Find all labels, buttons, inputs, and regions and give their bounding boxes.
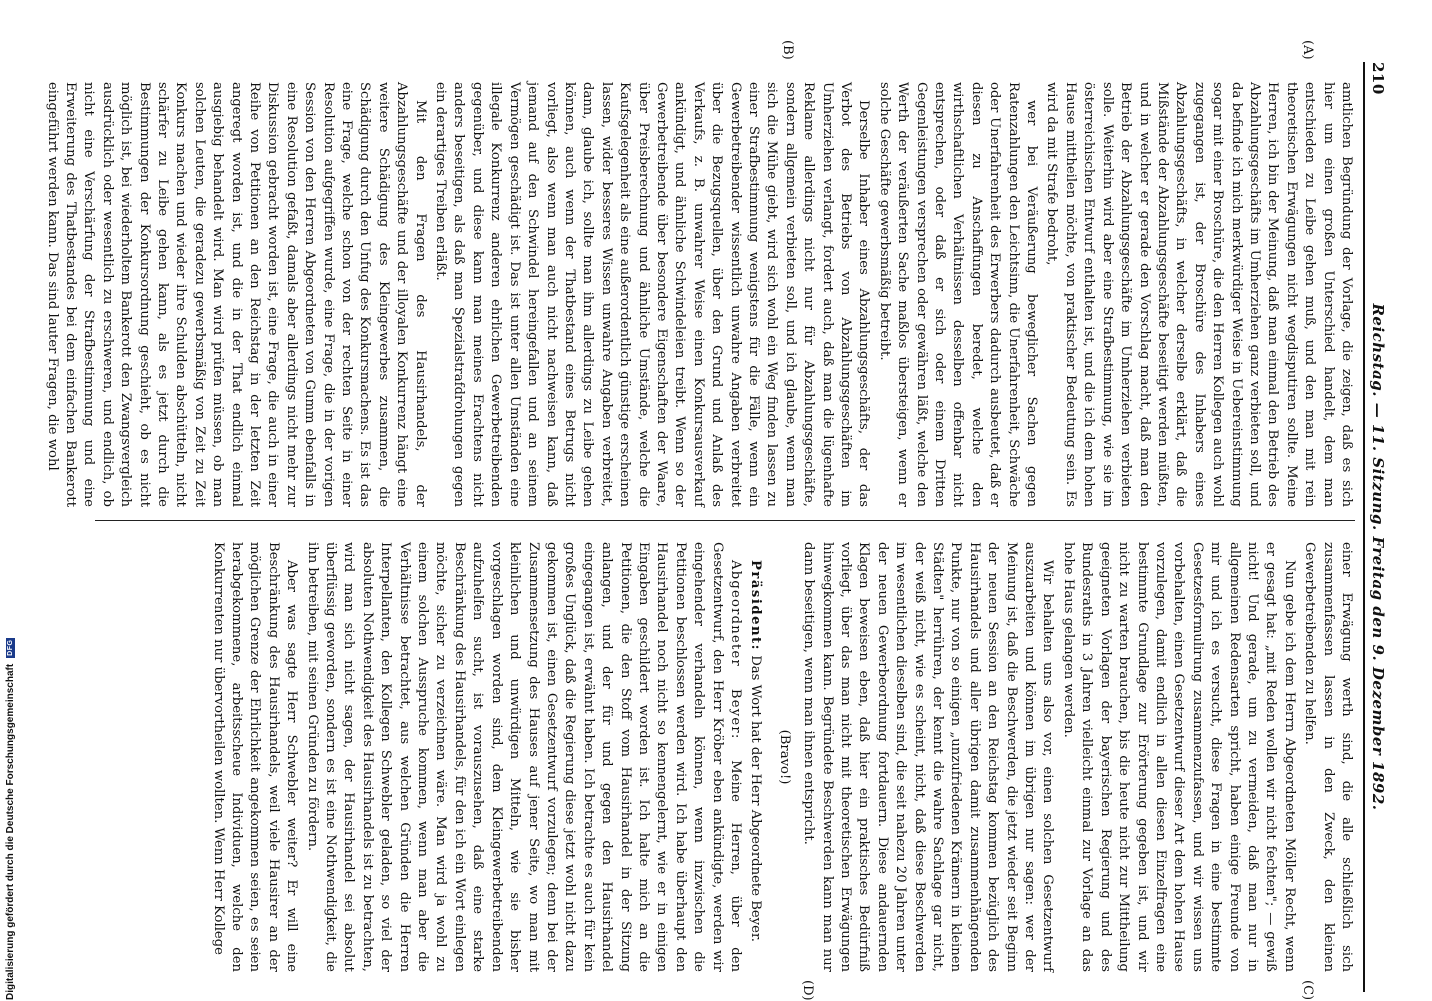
quoted-statute: wer bei Veräußerung beweglicher Sachen gegen Ratenzahlungen den Leichtsinn, die Unerfahrenheit, Schwäche oder Unerfahrenheit des Erwerbers dadurch ausbeutet, daß er diesen zu Anschaffungen beredet, welche den wirthschaftlichen Verhältnissen desselben offenbar nicht entsprechen, oder daß er sich oder einem Dritten Gegenleistungen versprechen oder gewähren läßt, welche den Werth der veräußerten Sache maßlos übersteigen, wenn er solche Geschäfte gewerbsmäßig betreibt. — [876, 82, 1040, 507]
margin-marker-b: (B) — [780, 40, 795, 60]
margin-marker-a: (A) — [1300, 40, 1315, 60]
text-columns — [44, 40, 1355, 1001]
speaker-label: Abgeordneter Beyer: — [728, 560, 743, 740]
page-number: 210 — [1369, 62, 1387, 95]
president-label: Präsident: — [748, 560, 764, 652]
rotated-document-page — [44, 40, 1395, 1001]
president-text: Das Wort hat der Herr Abgeordnete Beyer. — [748, 655, 764, 942]
paragraph: amtlichen Begründung der Vorlage, die zeigen, daß es sich hier um einen großen Unterschied handelt, dem man entschieden zu Leibe gehen muß, und den man mit rein theoretischen Erwägungen nicht wegdisputiren sollte. Meine Herren, ich bin der Meinung, daß man einmal den Betrieb des Abzahlungsgeschäfts im Umherziehen ganz verbieten soll, und da befinde ich mich merkwürdiger Weise in Uebereinstimmung sogar mit einer Broschüre, die den Herren Kollegen auch wohl zugegangen ist, der Broschüre des Inhabers eines Abzahlungsgeschäfts, in welcher derselbe erklärt, daß die Mißstände der Abzahlungsgeschäfte beseitigt werden müßten, und in welcher er gerade den Vorschlag macht, daß man den Betrieb der Abzahlungsgeschäfte im Umherziehen verbieten solle. Weiterhin wird aber eine Strafbestimmung, wie sie im österreichischen Entwurf enthalten ist, und die ich dem hohen Hause mittheilen möchte, von praktischer Bedeutung sein. Es wird da mit Strafe bedroht, — [1044, 82, 1354, 507]
margin-marker-c: (C) — [1300, 980, 1315, 1001]
margin-marker-d: (D) — [800, 980, 815, 1001]
paragraph: Wir behalten uns also vor, einen solchen Gesetzentwurf auszuarbeiten und können im übrigen nur sagen: wer der Meinung ist, daß die Beschwerden, die jetzt wieder seit Beginn der neuen Session an den Reichstag kommen bezüglich des Hausirhandels und aller übrigen damit zusammenhängenden Punkte, nur von so einigen „unzufriedenen Krämern in kleinen Städten" herrühren, der kennt die wahre Sachlage gar nicht, der weiß nicht, wie es scheint, nicht, daß diese Beschwerden im wesentlichen dieselben sind, die seit nahezu 20 Jahren unter der neuen Gewerbeordnung fortdauern. Diese andauernden Klagen beweisen eben, daß hier ein praktisches Bedürfniß vorliegt, über das man nicht mit theoretischen Erwägungen hinwegkommen kann. Begründete Beschwerden kann man nur dann beseitigen, wenn man ihnen entspricht. — [801, 542, 1056, 972]
left-column — [44, 82, 1355, 507]
running-head: Reichstag. — 11. Sitzung. Freitag den 9. Dezember 1892. — [1369, 303, 1387, 811]
right-column — [95, 542, 1355, 972]
speaker-statement — [302, 542, 744, 972]
paragraph: Derselbe Inhaber eines Abzahlungsgeschäfts, der das Verbot des Betriebs von Abzahlungsgeschäften im Umherziehen verlangt, fordert auch, daß man die lügenhafte Reklame allerdings nicht nur für Abzahlungsgeschäfte, sondern allgemein verbieten soll, und ich glaube, wenn man sich die Mühe giebt, wird sich wohl ein Weg finden lassen zu einer Strafbestimmung wenigstens für die Fälle, wenn ein Gewerbetreibender wissentlich unwahre Angaben verbreitet über die Bezugsquellen, über den Grund und Anlaß des Verkaufs, z. B. unwahrer Weise einen Konkursausverkauf ankündigt, und ähnliche Schwindeleien treibt. Wenn so der Gewerbetreibende über besondere Eigenschaften der Waare, über Preisberechnung und ähnliche Umstände, welche die Kaufsgelegenheit als eine außerordentlich günstige erscheinen lassen, wider besseres Wissen unwahre Angaben verbreitet, dann, glaube ich, sollte man ihm allerdings zu Leibe gehen können, auch wenn der Thatbestand eines Betrugs nicht vorliegt, also wenn man auch nicht nachweisen kann, daß jemand auf den Schwindel hereingefallen und an seinem Vermögen geschädigt ist. Das ist unter allen Umständen eine illegale Konkurrenz anderen ehrlichen Gewerbetreibenden gegenüber, und diese kann man meines Erachtens nicht anders beseitigen, als daß man Spezialstrafdrohungen gegen ein derartiges Treiben erläßt. — [433, 82, 872, 507]
dfg-logo-icon: DFG — [6, 639, 14, 656]
page-header — [1369, 62, 1395, 992]
paragraph: Nun gebe ich dem Herrn Abgeordneten Möller Recht, wenn er gesagt hat: „mit Reden wollen wir nicht fechten"; — gewiß nicht! Und gerade, um zu vermeiden, daß man nur in allgemeinen Redensarten spricht, haben einige Freunde von mir und ich es versucht, diese Fragen in eine bestimmte Gesetzesformulirung zusammenzufassen, und wir wissen uns vorbehalten, einen Gesetzentwurf dieser Art dem hohen Hause vorzulegen, damit endlich in allen diesen Einzelfragen eine bestimmte Grundlage zur Erörterung gegeben ist, und wir nicht zu warten brauchen, bis die heute nicht zur Mittheilung geeigneten Vorlagen der bayerischen Regierung und des Bundesraths in 3 Jahren vielleicht einmal zur Vorlage an das hohe Haus gelangen werden. — [1060, 542, 1297, 972]
paragraph: Aber was sagte Herr Schwebler weiter? Er will eine Beschränkung des Hausirhandels, weil viele Hausirer an der möglichen Grenze der Ehrlichkeit angekommen seien, es seien herabgekommene, arbeitsscheue Individuen, welche den Konkurrenten nur übervortheilen wollten. Wenn Herr Kollege — [210, 542, 300, 972]
applause-note: (Bravo!) — [776, 729, 792, 785]
paragraph: Mit den Fragen des Hausirhandels, der Abzahlungsgeschäfte und der illoyalen Konkurrenz hängt eine weitere Schädigung des Kleingewerbes zusammen, die Schädigung durch den Unfug des Konkursmachens. Es ist das eine Frage, welche schon von der rechten Seite in einer Resolution aufgegriffen wurde, eine Frage, die in der vorigen Session von den Herren Abgeordneten von Gumm ebenfalls in eine Resolution gefaßt, damals aber allerdings nicht mehr zur Diskussion gebracht worden ist, eine Frage, die auch in einer Reihe von Petitionen an den Reichstag in der letzten Zeit angeregt worden ist, und die in der That endlich einmal ausgiebig behandelt wird. Man wird prüfen müssen, ob man solchen Leuten, die geradezu gewerbsmäßig von Zeit zu Zeit Konkurs machen und wieder ihre Schulden abschütteln, nicht schärfer zu Leibe gehen kann, als es jetzt durch die Bestimmungen der Konkursordnung geschieht, ob es nicht möglich ist, bei wiederholtem Bankerott den Zwangsvergleich ausdrücklich oder wesentlich zu erschweren, und endlich, ob nicht eine Verschärfung der Strafbestimmung und eine Erweiterung des Thatbestandes bei dem einfachen Bankerott eingeführt werden kann. Das sind lauter Fragen, die wohl — [44, 82, 428, 507]
paragraph: einer Erwägung werth sind, die alle schließlich sich zusammenfassen lassen in den Zweck, den kleinen Gewerbetreibenden zu helfen. — [1302, 542, 1354, 972]
president-statement — [746, 542, 764, 972]
speaker-text: Meine Herren, über den Gesetzentwurf, den Herr Kröber eben ankündigte, werden wir eingehender verhandeln können, wenn inzwischen die Petitionen beschlossen werden wird. Ich habe überhaupt den Hausirhandel noch nicht so kennengelernt, wie er in einigen Eingaben geschildert worden ist. Ich halte mich an die Petitionen, die den Stoff vom Hausirhandel in der Sitzung anlangen, und der für und gegen den Hausirhandel eingegangen ist, erwähnt haben. Ich betrachte es auch für kein großes Unglück, daß die Regierung diese jetzt wohl nicht dazu gekommen ist, einen Gesetzentwurf vorzulegen; denn bei der Zusammensetzung des Hauses auf jener Seite, wo man mit kleinlichen und unwürdigen Mitteln, wie sie bisher vorgeschlagen worden sind, dem Kleingewerbetreibenden aufzuhelfen sucht, ist vorauszusehen, daß eine starke Beschränkung des Hausirhandels, für den ich ein Wort einlegen möchte, sicher zu verzeichnen wäre. Man wird ja wohl zu einem solchen Ausspruche kommen, wenn man aber die Verhältnisse betrachtet, aus welchen Gründen die Herren Interpellanten, den Kollegen Schwebler geladen, so viel der absoluten Nothwendigkeit des Hausirhandels ist zu betrachten, wird man sich nicht sagen, der Hausirhandel sei absolut überflüssig geworden, sondern es ist eine Nothwendigkeit, die ihn betreiben, mit seinen Gründen zu fördern. — [304, 542, 743, 972]
header-rule — [1363, 62, 1365, 992]
column-divider — [95, 520, 1355, 521]
digitization-credit — [3, 580, 17, 1000]
credit-text: Digitalisierung gefördert durch die Deutsche Forschungsgemeinschaft — [4, 663, 16, 1000]
